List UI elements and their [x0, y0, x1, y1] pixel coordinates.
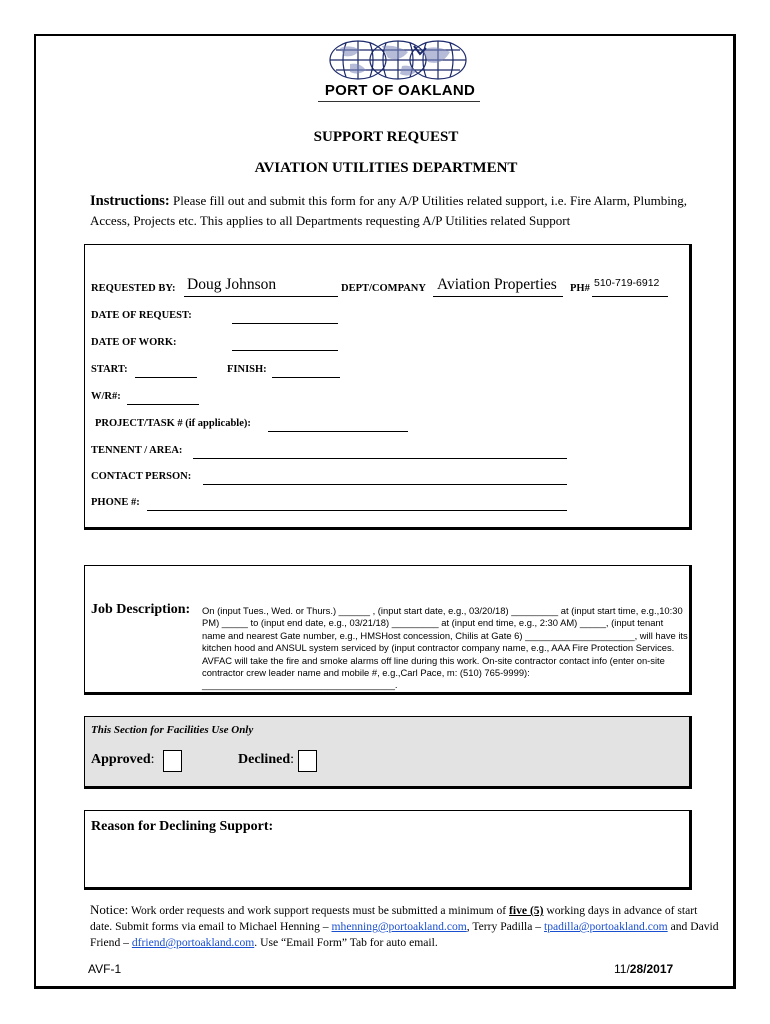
revision-date-prefix: 11/ — [614, 962, 630, 976]
revision-date — [614, 962, 673, 976]
approved-label: Approved — [91, 752, 151, 767]
date-of-request-field[interactable] — [232, 323, 338, 324]
request-details-section — [84, 244, 692, 530]
email-link-tpadilla[interactable]: tpadilla@portoakland.com — [544, 920, 668, 933]
instructions-lead: Instructions: — [90, 193, 170, 209]
date-of-work-label: DATE OF WORK: — [91, 337, 177, 348]
declined-checkbox[interactable] — [298, 750, 317, 772]
start-field[interactable] — [135, 377, 197, 378]
declined-colon: : — [290, 752, 294, 767]
instructions — [90, 191, 710, 230]
approved-colon: : — [150, 752, 155, 767]
requested-by-field[interactable] — [184, 296, 338, 297]
notice-text-5: . Use “Email Form” Tab for auto email. — [254, 936, 438, 949]
work-request-number-label: W/R#: — [91, 391, 121, 402]
declined-label: Declined — [238, 752, 291, 767]
finish-field[interactable] — [272, 377, 340, 378]
requested-by-label: REQUESTED BY: — [91, 283, 176, 294]
notice-text-3: , Terry Padilla – — [466, 920, 544, 933]
notice-lead: Notice: — [90, 902, 129, 917]
form-title: SUPPORT REQUEST — [313, 129, 459, 145]
work-request-number-field[interactable] — [127, 404, 199, 405]
contact-person-label: CONTACT PERSON: — [91, 471, 192, 482]
project-task-field[interactable] — [268, 431, 408, 432]
date-of-work-field[interactable] — [232, 350, 338, 351]
instructions-text: Please fill out and submit this form for any A/P Utilities related support, i.e. Fire Alarm, Plumbing, Access, Projects etc. This applies to all Departments requesting A/P Utilities related Support — [90, 193, 688, 228]
notice-paragraph — [90, 902, 720, 951]
facilities-use-title: This Section for Facilities Use Only — [91, 724, 254, 736]
email-link-dfriend[interactable]: dfriend@portoakland.com — [131, 936, 255, 949]
revision-date-bold: 28/2017 — [629, 962, 674, 976]
tennent-area-field[interactable] — [193, 458, 567, 459]
job-description-section — [84, 565, 692, 695]
phone-number-label: PH# — [570, 283, 590, 294]
dept-company-label: DEPT/COMPANY — [341, 283, 426, 294]
facilities-use-section — [84, 716, 692, 789]
date-of-request-label: DATE OF REQUEST: — [91, 310, 192, 321]
contact-person-field[interactable] — [203, 484, 567, 485]
job-description-label: Job Description: — [91, 602, 191, 617]
reason-for-declining-section[interactable] — [84, 810, 692, 890]
dept-company-field[interactable] — [433, 296, 563, 297]
dept-company-value: Aviation Properties — [437, 276, 557, 293]
notice-text-2: working days in advance of start date. Submit forms via email to Michael Henning – — [90, 904, 698, 933]
approved-checkbox[interactable] — [163, 750, 182, 772]
start-label: START: — [91, 364, 128, 375]
form-id: AVF-1 — [88, 962, 122, 976]
reason-for-declining-label: Reason for Declining Support: — [91, 819, 274, 834]
job-description-text[interactable]: On (input Tues., Wed. or Thurs.) ______ , (input start date, e.g., 03/20/18) _________ at (input start time, e.g.,10:30 PM) _____ to (input end date, e.g., 03/21/18) _________ at (input end time, e.g., 2:30 AM) _____, (input tenant name and nearest Gate number, e.g., HMSHost concession, Chilis at Gate 6) _____________________, will have its kitchen hood and ANSUL system serviced by (input contractor company name, e.g., AAA Fire Protection Services. AVFAC will take the fire and smoke alarms off line during this work. On-site contractor contact info (enter on-site contractor crew leader name and mobile #, e.g.,Carl Pace, m: (510) 765-9999): _____________________________________. — [202, 605, 688, 691]
notice-text-1: Work order requests and work support requests must be submitted a minimum of — [128, 904, 510, 917]
notice-text-4: and David Friend – — [90, 920, 719, 949]
logo-underline — [318, 101, 480, 102]
finish-label: FINISH: — [227, 364, 267, 375]
declined-label-group — [238, 752, 294, 768]
contact-phone-field[interactable] — [147, 510, 567, 511]
port-of-oakland-logo — [310, 40, 486, 102]
requested-by-value: Doug Johnson — [187, 276, 277, 293]
globe-logo-icon — [310, 40, 486, 84]
project-task-label: PROJECT/TASK # (if applicable): — [95, 418, 251, 429]
approved-label-group — [91, 752, 155, 768]
contact-phone-label: PHONE #: — [91, 497, 140, 508]
logo-wordmark: PORT OF OAKLAND — [324, 82, 476, 99]
department-title: AVIATION UTILITIES DEPARTMENT — [254, 160, 518, 176]
notice-days-emphasis: five (5) — [509, 904, 544, 917]
form-page — [34, 34, 736, 989]
phone-number-field[interactable] — [592, 296, 668, 297]
tennent-area-label: TENNENT / AREA: — [91, 445, 183, 456]
phone-number-value: 510-719-6912 — [594, 277, 660, 289]
email-link-mhenning[interactable]: mhenning@portoakland.com — [331, 920, 467, 933]
